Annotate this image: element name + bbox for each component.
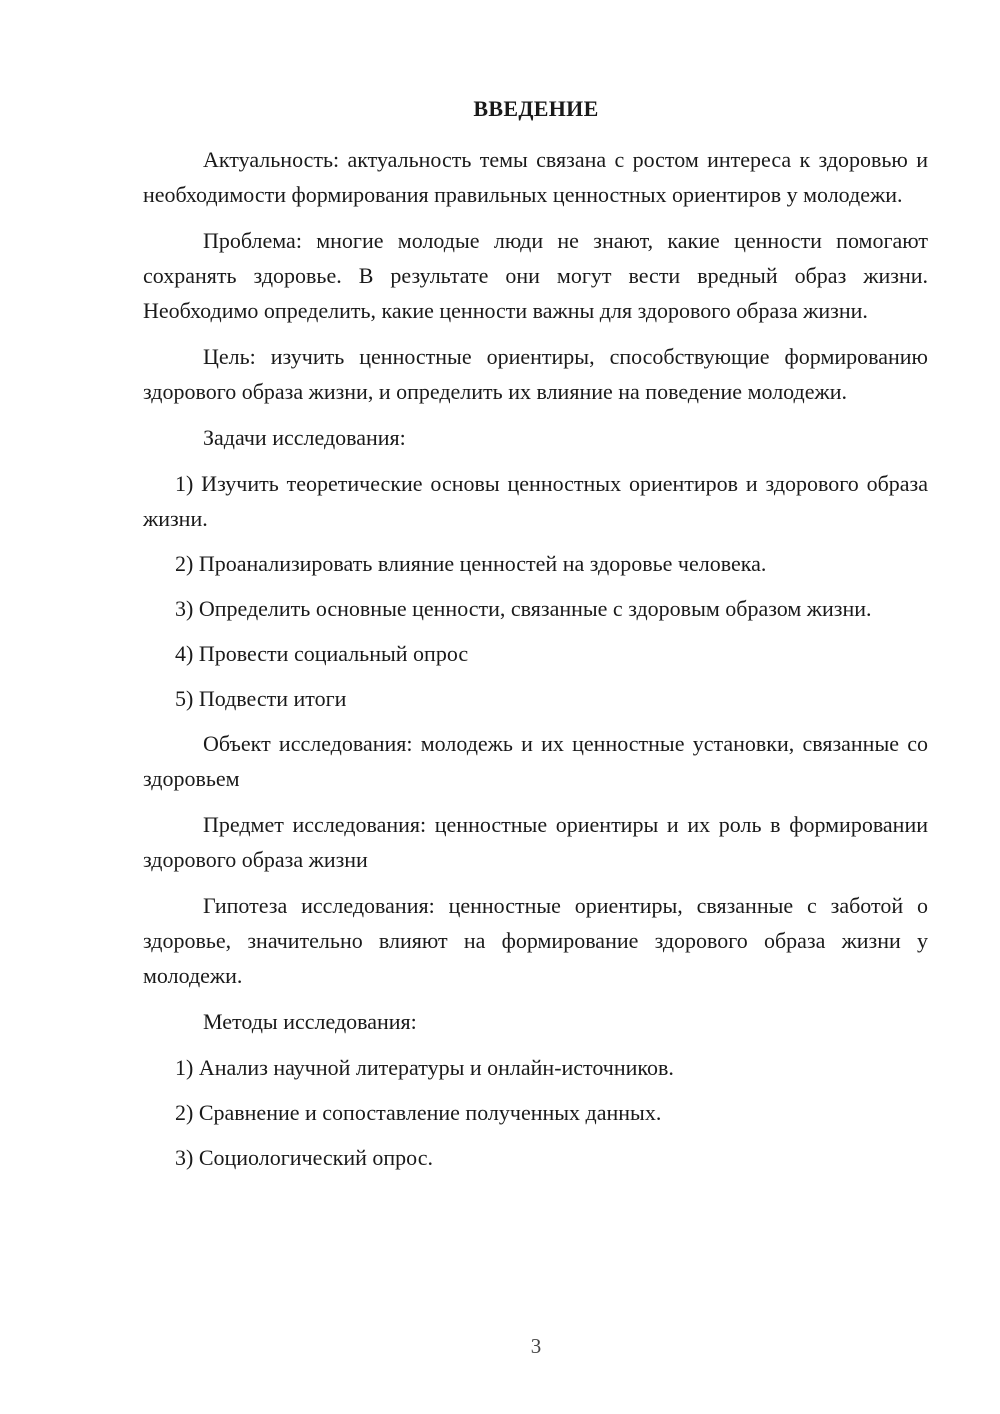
goal-paragraph: Цель: изучить ценностные ориентиры, способствующие формированию здорового образа жизни, и определить их влияние на поведение молодежи. xyxy=(143,344,928,404)
document-body xyxy=(143,142,928,1185)
method-item-2: 2) Сравнение и сопоставление полученных данных. xyxy=(175,1100,662,1125)
problem-paragraph: Проблема: многие молодые люди не знают, какие ценности помогают сохранять здоровье. В результате они могут вести вредный образ жизни. Необходимо определить, какие ценности важны для здорового образа жизни. xyxy=(143,228,928,323)
methods-heading: Методы исследования: xyxy=(203,1009,417,1034)
task-item-1: 1) Изучить теоретические основы ценностных ориентиров и здорового образа жизни. xyxy=(143,471,928,531)
page-number: 3 xyxy=(530,1334,542,1358)
object-paragraph: Объект исследования: молодежь и их ценностные установки, связанные со здоровьем xyxy=(143,731,928,791)
task-item-3: 3) Определить основные ценности, связанные с здоровым образом жизни. xyxy=(175,596,872,621)
subject-paragraph: Предмет исследования: ценностные ориентиры и их роль в формировании здорового образа жизни xyxy=(143,812,928,872)
task-item-2: 2) Проанализировать влияние ценностей на здоровье человека. xyxy=(175,551,767,576)
hypothesis-paragraph: Гипотеза исследования: ценностные ориентиры, связанные с заботой о здоровье, значительно влияют на формирование здорового образа жизни у молодежи. xyxy=(143,893,928,988)
method-item-3: 3) Социологический опрос. xyxy=(175,1145,433,1170)
relevance-paragraph: Актуальность: актуальность темы связана с ростом интереса к здоровью и необходимости формирования правильных ценностных ориентиров у молодежи. xyxy=(143,147,928,207)
method-item-1: 1) Анализ научной литературы и онлайн-источников. xyxy=(175,1055,674,1080)
page-title: ВВЕДЕНИЕ xyxy=(473,96,599,121)
task-item-5: 5) Подвести итоги xyxy=(175,686,347,711)
task-item-4: 4) Провести социальный опрос xyxy=(175,641,469,666)
tasks-heading: Задачи исследования: xyxy=(203,425,406,450)
